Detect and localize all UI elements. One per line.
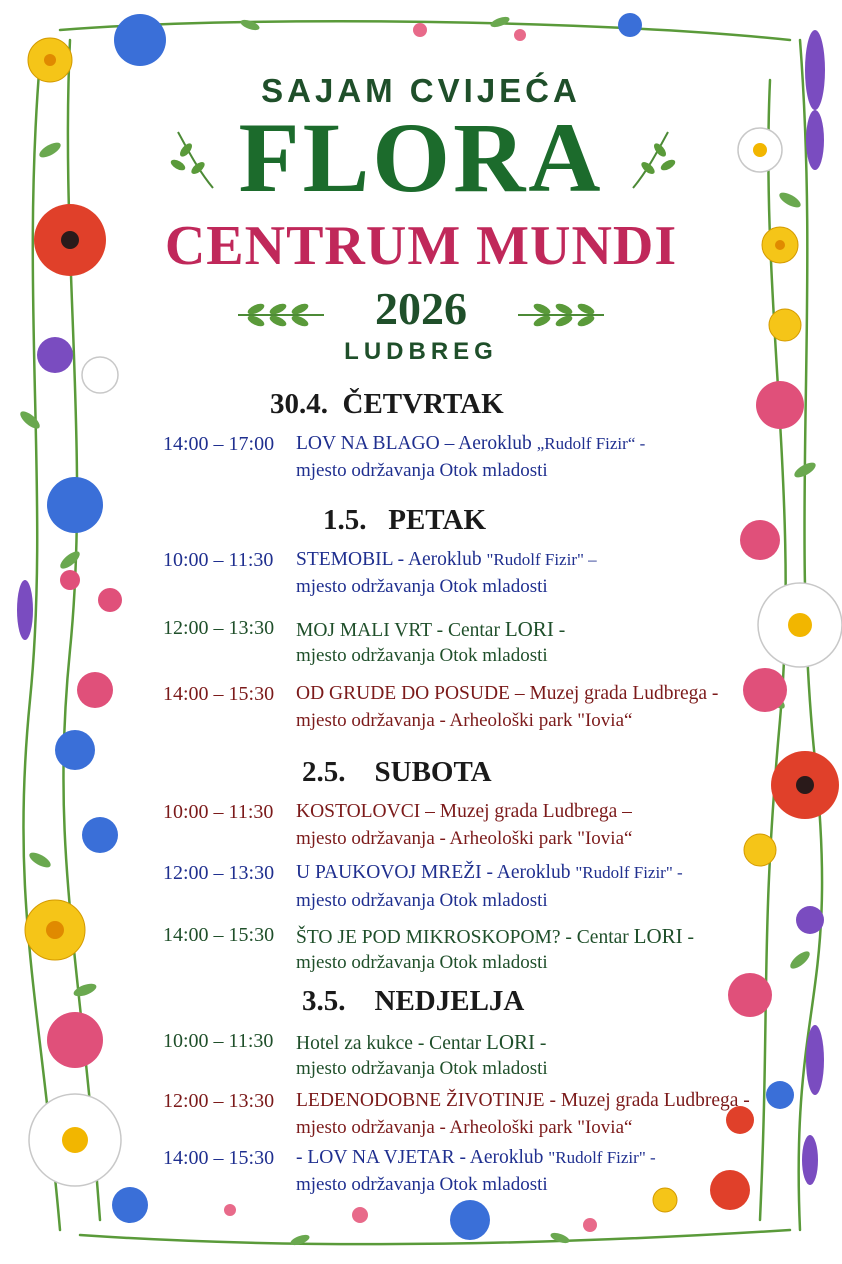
event-organizer-brand: LORI — [633, 924, 683, 948]
leaf-sprig-title-left-icon — [168, 130, 218, 190]
event-line — [296, 617, 565, 642]
event-title: LEDENODOBNE ŽIVOTINJE - Muzej grada Ludbrega - — [296, 1090, 750, 1111]
event-time: 12:00 – 13:30 — [163, 1090, 275, 1112]
day-heading: 3.5. NEDJELJA — [302, 985, 525, 1017]
event-title: KOSTOLOVCI – Muzej grada Ludbrega – — [296, 801, 632, 822]
event-time: 10:00 – 11:30 — [163, 1030, 274, 1052]
event-organizer: - — [539, 1033, 547, 1054]
event-line — [296, 1147, 656, 1169]
event-organizer-brand: LORI — [504, 617, 554, 641]
event-title: MOJ MALI VRT - Centar — [296, 620, 500, 641]
event-title: STEMOBIL - Aeroklub — [296, 549, 482, 570]
event-title: - LOV NA VJETAR - Aeroklub — [296, 1147, 544, 1168]
event-time: 14:00 – 15:30 — [163, 1147, 275, 1169]
event-year: 2026 — [375, 283, 467, 334]
event-time: 14:00 – 17:00 — [163, 433, 275, 455]
event-location: mjesto održavanja - Arheološki park "Iovia“ — [296, 828, 633, 849]
event-location: mjesto održavanja Otok mladosti — [296, 460, 548, 481]
event-location: mjesto održavanja Otok mladosti — [296, 890, 548, 911]
event-title: FLORA — [238, 102, 604, 213]
event-location: mjesto održavanja Otok mladosti — [296, 645, 548, 666]
event-subtitle: CENTRUM MUNDI — [164, 215, 678, 277]
fair-subtitle: SAJAM CVIJEĆA — [261, 72, 581, 109]
event-organizer: "Rudolf Fizir" - — [548, 1148, 656, 1167]
event-location: mjesto održavanja Otok mladosti — [296, 952, 548, 973]
day-heading: 1.5. PETAK — [323, 504, 486, 536]
event-title: Hotel za kukce - Centar — [296, 1033, 482, 1054]
day-heading: 30.4. ČETVRTAK — [270, 388, 504, 420]
event-organizer: "Rudolf Fizir" – — [486, 550, 597, 569]
event-organizer: - — [687, 927, 695, 948]
event-organizer: „Rudolf Fizir“ - — [536, 434, 646, 453]
event-location: mjesto održavanja Otok mladosti — [296, 1174, 548, 1195]
event-title: U PAUKOVOJ MREŽI - Aeroklub — [296, 862, 571, 883]
event-location: mjesto održavanja - Arheološki park "Iovia“ — [296, 1117, 633, 1138]
event-time: 14:00 – 15:30 — [163, 924, 275, 946]
event-line — [296, 549, 597, 571]
event-city: LUDBREG — [344, 338, 498, 365]
event-time: 14:00 – 15:30 — [163, 683, 275, 705]
day-heading: 2.5. SUBOTA — [302, 756, 492, 788]
event-title: LOV NA BLAGO – Aeroklub — [296, 433, 532, 454]
event-time: 12:00 – 13:30 — [163, 617, 275, 639]
event-location: mjesto održavanja - Arheološki park "Iovia“ — [296, 710, 633, 731]
event-title: OD GRUDE DO POSUDE – Muzej grada Ludbrega - — [296, 683, 719, 704]
event-time: 10:00 – 11:30 — [163, 549, 274, 571]
event-organizer: "Rudolf Fizir" - — [575, 863, 683, 882]
event-line — [296, 862, 683, 884]
event-location: mjesto održavanja Otok mladosti — [296, 1058, 548, 1079]
event-organizer: - — [558, 620, 566, 641]
event-line — [296, 433, 645, 455]
leaf-sprig-title-right-icon — [628, 130, 678, 190]
event-organizer-brand: LORI — [486, 1030, 536, 1054]
event-title: ŠTO JE POD MIKROSKOPOM? - Centar — [296, 927, 629, 948]
event-line — [296, 1030, 546, 1055]
event-time: 12:00 – 13:30 — [163, 862, 275, 884]
event-line — [296, 924, 694, 949]
event-location: mjesto održavanja Otok mladosti — [296, 576, 548, 597]
event-time: 10:00 – 11:30 — [163, 801, 274, 823]
